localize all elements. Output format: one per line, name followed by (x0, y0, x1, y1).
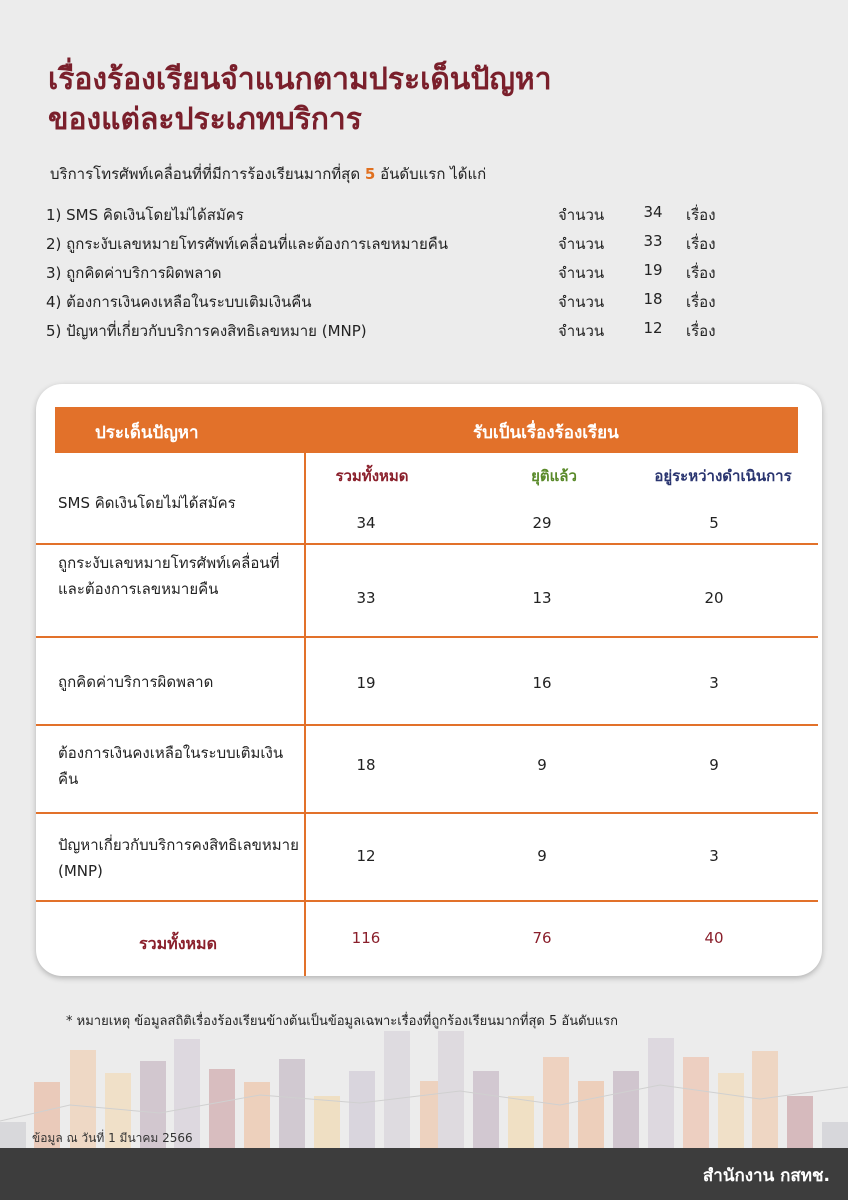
cell-done: 9 (537, 847, 547, 865)
summary-total: 116 (351, 929, 381, 947)
data-as-of-date: ข้อมูล ณ วันที่ 1 มีนาคม 2566 (32, 1131, 193, 1145)
list-item-label: จำนวน (558, 293, 605, 311)
list-item-count: 12 (643, 319, 663, 337)
list-item-unit: เรื่อง (686, 264, 716, 282)
row-issue: ต้องการเงินคงเหลือในระบบเติมเงินคืน (58, 744, 284, 788)
list-item-count: 33 (643, 232, 663, 250)
cell-done: 29 (532, 514, 552, 532)
intro-before: บริการโทรศัพท์เคลื่อนที่ที่มีการร้องเรียนมากที่สุด (50, 165, 361, 183)
cell-total: 33 (356, 589, 376, 607)
cell-total: 19 (356, 674, 376, 692)
subheader-pending: อยู่ระหว่างดำเนินการ (654, 467, 792, 485)
list-item-text: 1) SMS คิดเงินโดยไม่ได้สมัคร (46, 206, 244, 224)
cell-total: 34 (356, 514, 376, 532)
cell-pending: 3 (709, 847, 719, 865)
list-item-count: 34 (643, 203, 663, 221)
cell-done: 13 (532, 589, 552, 607)
list-item-label: จำนวน (558, 322, 605, 340)
row-divider (36, 724, 818, 726)
list-item (46, 203, 746, 232)
list-item-unit: เรื่อง (686, 293, 716, 311)
list-item (46, 232, 746, 261)
list-item-text: 3) ถูกคิดค่าบริการผิดพลาด (46, 264, 222, 282)
list-item (46, 290, 746, 319)
top-complaints-list (46, 203, 746, 348)
complaints-table-card (36, 384, 822, 976)
column-divider (304, 453, 306, 976)
subheader-done: ยุติแล้ว (531, 467, 577, 485)
summary-done: 76 (532, 929, 552, 947)
list-item-unit: เรื่อง (686, 322, 716, 340)
list-item (46, 261, 746, 290)
page-title (48, 60, 552, 140)
list-item-unit: เรื่อง (686, 206, 716, 224)
row-divider (36, 900, 818, 902)
footer-organization: สำนักงาน กสทช. (702, 1166, 830, 1186)
list-item-text: 5) ปัญหาที่เกี่ยวกับบริการคงสิทธิเลขหมาย (MNP) (46, 322, 367, 340)
cell-pending: 3 (709, 674, 719, 692)
list-item (46, 319, 746, 348)
cell-total: 18 (356, 756, 376, 774)
list-item-label: จำนวน (558, 235, 605, 253)
list-item-count: 19 (643, 261, 663, 279)
header-received: รับเป็นเรื่องร้องเรียน (473, 423, 619, 443)
list-item-text: 4) ต้องการเงินคงเหลือในระบบเติมเงินคืน (46, 293, 312, 311)
row-divider (36, 543, 818, 545)
cell-pending: 9 (709, 756, 719, 774)
cell-total: 12 (356, 847, 376, 865)
row-divider (36, 636, 818, 638)
row-divider (36, 812, 818, 814)
list-item-label: จำนวน (558, 206, 605, 224)
row-issue: SMS คิดเงินโดยไม่ได้สมัคร (58, 494, 236, 512)
cell-done: 9 (537, 756, 547, 774)
list-item-count: 18 (643, 290, 663, 308)
cell-pending: 20 (704, 589, 724, 607)
summary-label: รวมทั้งหมด (139, 934, 217, 953)
cell-pending: 5 (709, 514, 719, 532)
intro-text (50, 162, 486, 186)
table-header (55, 407, 798, 453)
cell-done: 16 (532, 674, 552, 692)
title-line-2: ของแต่ละประเภทบริการ (48, 102, 362, 137)
summary-pending: 40 (704, 929, 724, 947)
intro-after: อันดับแรก ได้แก่ (380, 165, 487, 183)
header-issue: ประเด็นปัญหา (95, 423, 199, 443)
list-item-text: 2) ถูกระงับเลขหมายโทรศัพท์เคลื่อนที่และต้องการเลขหมายคืน (46, 235, 449, 253)
row-issue: ปัญหาเกี่ยวกับบริการคงสิทธิเลขหมาย (MNP) (58, 836, 299, 880)
intro-number: 5 (364, 165, 376, 183)
list-item-label: จำนวน (558, 264, 605, 282)
title-line-1: เรื่องร้องเรียนจำแนกตามประเด็นปัญหา (48, 62, 552, 97)
subheader-total: รวมทั้งหมด (335, 467, 409, 485)
footnote: * หมายเหตุ ข้อมูลสถิติเรื่องร้องเรียนข้างต้นเป็นข้อมูลเฉพาะเรื่องที่ถูกร้องเรียนมากที่สุด 5 อันดับแรก (66, 1014, 619, 1029)
list-item-unit: เรื่อง (686, 235, 716, 253)
row-issue: ถูกคิดค่าบริการผิดพลาด (58, 673, 214, 691)
row-issue: ถูกระงับเลขหมายโทรศัพท์เคลื่อนที่และต้องการเลขหมายคืน (58, 554, 280, 598)
footer-bar (0, 1148, 848, 1200)
